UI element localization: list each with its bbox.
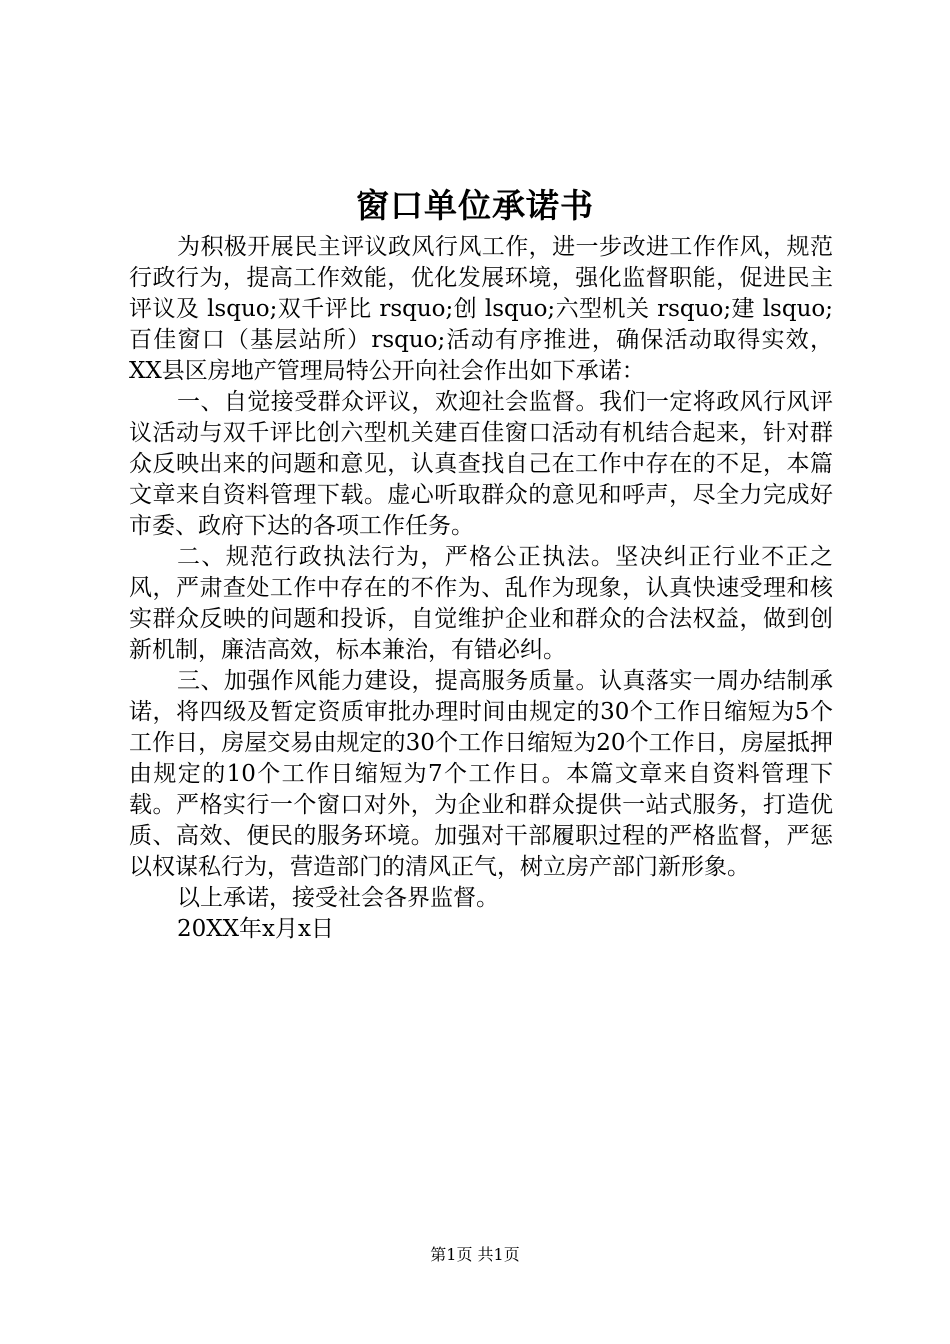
commitment-paragraph-1: 一、自觉接受群众评议，欢迎社会监督。我们一定将政风行风评议活动与双千评比创六型机关建百佳窗口活动有机结合起来，针对群众反映出来的问题和意见，认真查找自己在工作中存在的不足，本篇文章来自资料管理下载。虚心听取群众的意见和呼声，尽全力完成好市委、政府下达的各项工作任务。 (129, 389, 833, 539)
date-line: 20XX年x月x日 (177, 916, 334, 942)
commitment-paragraph-2: 二、规范行政执法行为，严格公正执法。坚决纠正行业不正之风，严肃查处工作中存在的不作为、乱作为现象，认真快速受理和核实群众反映的问题和投诉，自觉维护企业和群众的合法权益，做到创新机制，廉洁高效，标本兼治，有错必纠。 (129, 544, 833, 663)
page-footer: 第1页 共1页 (430, 1245, 520, 1264)
document-body (129, 232, 833, 945)
commitment-paragraph-3: 三、加强作风能力建设，提高服务质量。认真落实一周办结制承诺，将四级及暂定资质审批办理时间由规定的30个工作日缩短为5个工作日，房屋交易由规定的30个工作日缩短为20个工作日，房屋抵押由规定的10个工作日缩短为7个工作日。本篇文章来自资料管理下载。严格实行一个窗口对外，为企业和群众提供一站式服务，打造优质、高效、便民的服务环境。加强对干部履职过程的严格监督，严惩以权谋私行为，营造部门的清风正气，树立房产部门新形象。 (129, 668, 833, 880)
intro-paragraph: 为积极开展民主评议政风行风工作，进一步改进工作作风，规范行政行为，提高工作效能，优化发展环境，强化监督职能，促进民主评议及 lsquo;双千评比 rsquo;创 lsquo;六型机关 rsquo;建 lsquo;百佳窗口（基层站所）rsquo;活动有序推进，确保活动取得实效，XX县区房地产管理局特公开向社会作出如下承诺： (129, 234, 833, 384)
closing-paragraph: 以上承诺，接受社会各界监督。 (177, 885, 499, 911)
document-title: 窗口单位承诺书 (356, 186, 594, 225)
